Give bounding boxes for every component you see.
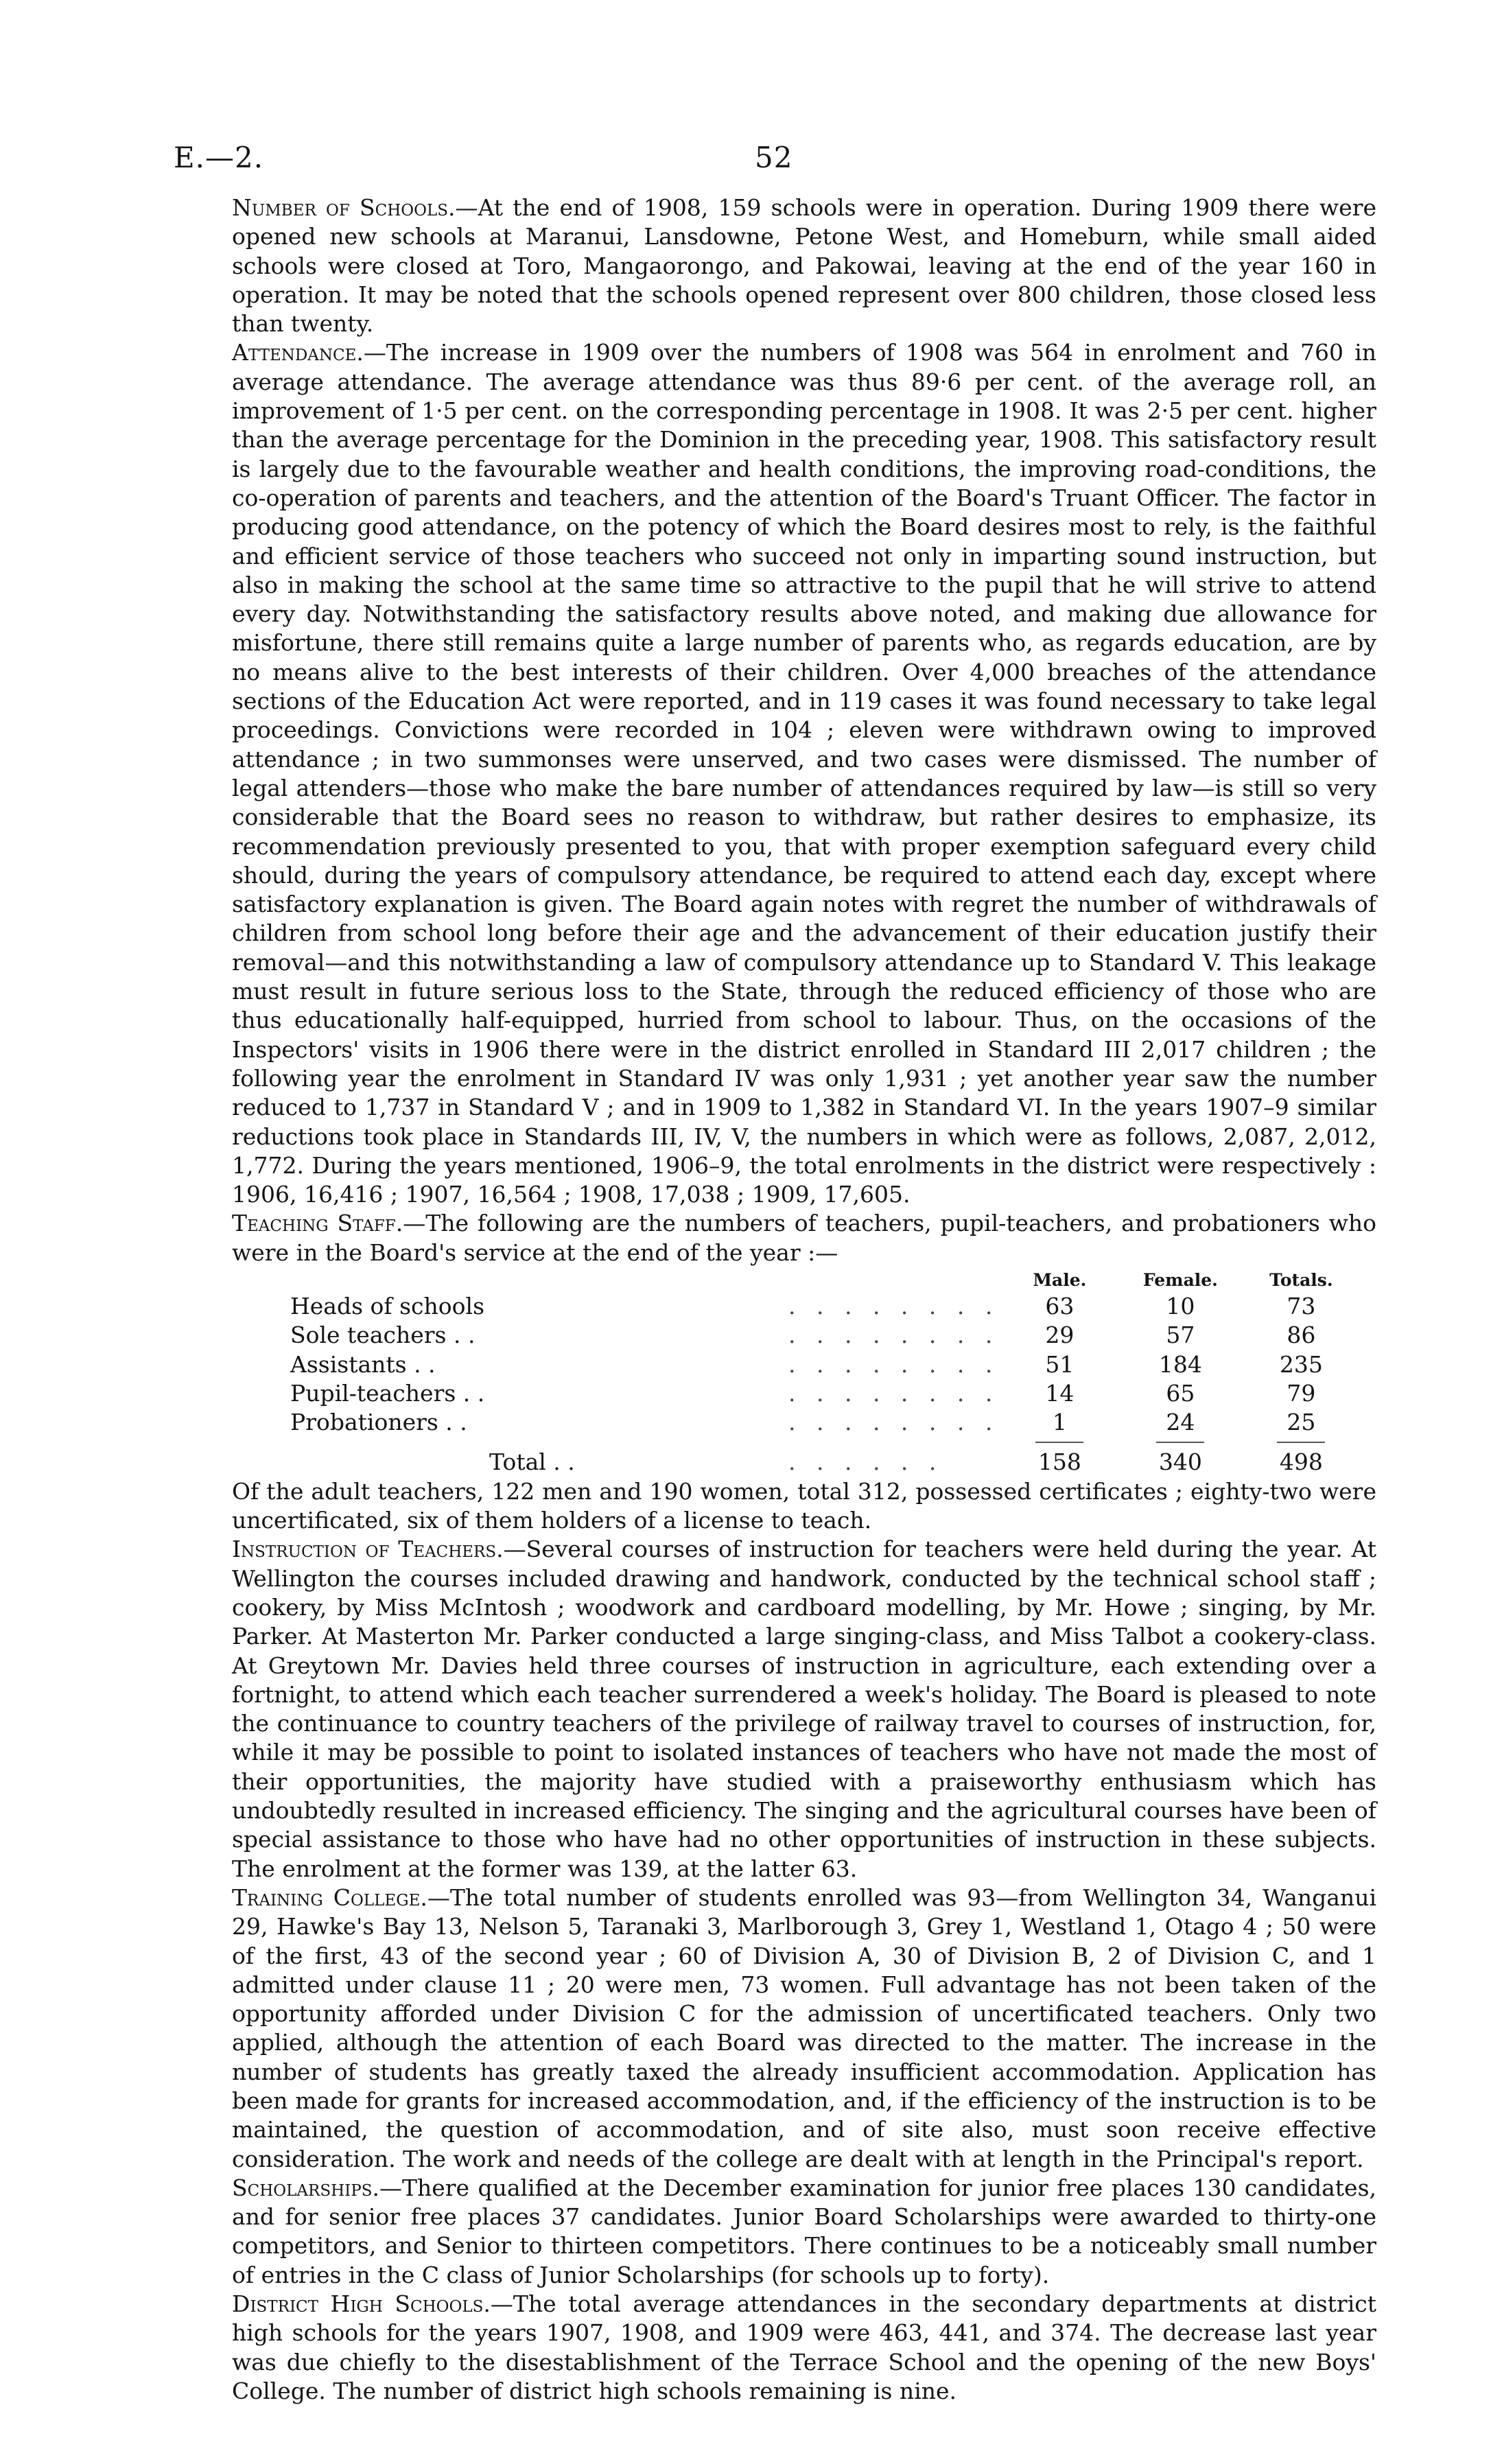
paragraph-training-college bbox=[232, 1884, 1376, 2174]
row-label: Pupil-teachers . . bbox=[290, 1379, 485, 1407]
column-header-male: Male. bbox=[1033, 1269, 1087, 1290]
cell-total: 235 bbox=[1279, 1350, 1323, 1378]
total-total: 498 bbox=[1279, 1448, 1323, 1476]
table-row bbox=[290, 1321, 1361, 1350]
row-label: Sole teachers . . bbox=[290, 1322, 476, 1349]
cell-female: 57 bbox=[1166, 1322, 1195, 1349]
leader-dots: . . . . . . . . bbox=[788, 1409, 1000, 1436]
section-heading: Number of Schools. bbox=[232, 194, 456, 221]
column-header-female: Female. bbox=[1142, 1269, 1218, 1290]
leader-dots: . . . . . . . . bbox=[788, 1292, 1000, 1319]
column-header-totals: Totals. bbox=[1269, 1269, 1333, 1290]
cell-female: 24 bbox=[1166, 1409, 1195, 1436]
paragraph-text: —The following are the numbers of teachers, pupil-teachers, and probationers who were in the Board's service at the end of the year :— bbox=[232, 1210, 1376, 1266]
section-heading: Instruction of Teachers. bbox=[232, 1536, 504, 1563]
section-heading: District High Schools. bbox=[232, 2290, 491, 2318]
total-rule bbox=[1277, 1442, 1325, 1443]
paragraph-text: —The total number of students enrolled was 93—from Wellington 34, Wanganui 29, Hawke's Bay 13, Nelson 5, Taranaki 3, Marlborough 3, Grey 1, Westland 1, Otago 4 ; 50 were of the first, 43 of the second year ; 60 of Division A, 30 of Division B, 2 of Division C, and 1 admitted under clause 11 ; 20 were men, 73 women. Full advantage has not been taken of the opportunity afforded under Division C for the admission of uncertificated teachers. Only two applied, although the attention of each Board was directed to the matter. The increase in the number of students has greatly taxed the already insufficient accommodation. Application has been made for grants for increased accommodation, and, if the efficiency of the instruction is to be maintained, the question of accommodation, and of site also, must soon receive effective consideration. The work and needs of the college are dealt with at length in the Principal's report. bbox=[232, 1884, 1376, 2172]
total-male: 158 bbox=[1037, 1448, 1081, 1476]
cell-total: 73 bbox=[1287, 1292, 1316, 1319]
section-heading: Scholarships. bbox=[232, 2174, 379, 2201]
section-heading: Attendance. bbox=[232, 339, 364, 366]
cell-male: 1 bbox=[1052, 1409, 1067, 1436]
section-heading: Training College. bbox=[232, 1884, 427, 1911]
total-label: Total . . bbox=[489, 1448, 575, 1476]
paragraph-number-of-schools bbox=[232, 193, 1376, 338]
table-row bbox=[290, 1379, 1361, 1408]
paragraph-text: —The increase in 1909 over the numbers of 1908 was 564 in enrolment and 760 in average attendance. The average attendance was thus 89·6 per cent. of the average roll, an improvement of 1·5 per cent. on the corresponding percentage in 1908. It was 2·5 per cent. higher than the average percentage for the Dominion in the preceding year, 1908. This satisfactory result is largely due to the favourable weather and health conditions, the improving road-conditions, the co-operation of parents and teachers, and the attention of the Board's Truant Officer. The factor in producing good attendance, on the potency of which the Board desires most to rely, is the faithful and efficient service of those teachers who succeed not only in imparting sound instruction, but also in making the school at the same time so attractive to the pupil that he will strive to attend every day. Notwithstanding the satisfactory results above noted, and making due allowance for misfortune, there still remains quite a large number of parents who, as regards education, are by no means alive to the best interests of their children. Over 4,000 breaches of the attendance sections of the Education Act were reported, and in 119 cases it was found necessary to take legal proceedings. Convictions were recorded in 104 ; eleven were withdrawn owing to improved attendance ; in two summonses were unserved, and two cases were dismissed. The number of legal attenders—those who make the bare number of attendances required by law—is still so very considerable that the Board sees no reason to withdraw, but rather desires to emphasize, its recommendation previously presented to you, that with proper exemption safeguard every child should, during the years of compulsory attendance, be required to attend each day, except where satisfactory explanation is given. The Board again notes with regret the number of withdrawals of children from school long before their age and the advancement of their education justify their removal—and this notwithstanding a law of compulsory attendance up to Standard V. This leakage must result in future serious loss to the State, through the reduced efficiency of those who are thus educationally half-equipped, hurried from school to labour. Thus, on the occasions of the Inspectors' visits in 1906 there were in the district enrolled in Standard III 2,017 children ; the following year the enrolment in Standard IV was only 1,931 ; yet another year saw the number reduced to 1,737 in Standard V ; and in 1909 to 1,382 in Standard VI. In the years 1907–9 similar reductions took place in Standards III, IV, V, the numbers in which were as follows, 2,087, 2,012, 1,772. During the years mentioned, 1906–9, the total enrolments in the district were respectively : 1906, 16,416 ; 1907, 16,564 ; 1908, 17,038 ; 1909, 17,605. bbox=[232, 339, 1376, 1208]
paragraph-attendance bbox=[232, 338, 1376, 1209]
leader-dots: . . . . . . bbox=[788, 1448, 943, 1476]
row-label: Heads of schools bbox=[290, 1292, 484, 1319]
cell-male: 63 bbox=[1045, 1292, 1075, 1319]
body-text bbox=[232, 193, 1376, 2406]
paragraph-text: —The total average attendances in the secondary departments at district high schools for the years 1907, 1908, and 1909 were 463, 441, and 374. The decrease last year was due chiefly to the disestablishment of the Terrace School and the opening of the new Boys' College. The number of district high schools remaining is nine. bbox=[232, 2290, 1376, 2404]
page-number: 52 bbox=[755, 141, 793, 174]
teaching-staff-table bbox=[290, 1269, 1361, 1477]
table-row bbox=[290, 1350, 1361, 1379]
cell-female: 65 bbox=[1166, 1379, 1195, 1407]
leader-dots: . . . . . . . . bbox=[788, 1322, 1000, 1349]
total-rule bbox=[1156, 1442, 1204, 1443]
paragraph-instruction-of-teachers bbox=[232, 1535, 1376, 1884]
total-rule bbox=[1035, 1442, 1083, 1443]
section-heading: Teaching Staff. bbox=[232, 1210, 403, 1237]
paragraph-text: —At the end of 1908, 159 schools were in operation. During 1909 there were opened new schools at Maranui, Lansdowne, Petone West, and Homeburn, while small aided schools were closed at Toro, Mangaorongo, and Pakowai, leaving at the end of the year 160 in operation. It may be noted that the schools opened represent over 800 children, those closed less than twenty. bbox=[232, 194, 1376, 338]
cell-male: 29 bbox=[1045, 1322, 1075, 1349]
total-female: 340 bbox=[1158, 1448, 1202, 1476]
table-header-row bbox=[290, 1269, 1361, 1292]
cell-total: 79 bbox=[1287, 1379, 1316, 1407]
paragraph-text: —There qualified at the December examination for junior free places 130 candidates, and for senior free places 37 candidates. Junior Board Scholarships were awarded to thirty-one competitors, and Senior to thirteen competitors. There continues to be a noticeably small number of entries in the C class of Junior Scholarships (for schools up to forty). bbox=[232, 2174, 1376, 2288]
paragraph-district-high-schools bbox=[232, 2290, 1376, 2406]
cell-female: 184 bbox=[1158, 1350, 1202, 1378]
leader-dots: . . . . . . . . bbox=[788, 1379, 1000, 1407]
document-reference: E.—2. bbox=[174, 141, 264, 174]
row-label: Assistants . . bbox=[290, 1350, 436, 1378]
table-row bbox=[290, 1408, 1361, 1437]
cell-male: 14 bbox=[1045, 1379, 1075, 1407]
table-rule-row bbox=[290, 1437, 1361, 1448]
paragraph-scholarships bbox=[232, 2174, 1376, 2290]
cell-total: 86 bbox=[1287, 1322, 1316, 1349]
paragraph-adult-teachers: Of the adult teachers, 122 men and 190 women, total 312, possessed certificates ; eighty-two were uncertificated, six of them holders of a license to teach. bbox=[232, 1477, 1376, 1534]
cell-male: 51 bbox=[1045, 1350, 1075, 1378]
paragraph-text: —Several courses of instruction for teachers were held during the year. At Wellington the courses included drawing and handwork, conducted by the technical school staff ; cookery, by Miss McIntosh ; woodwork and cardboard modelling, by Mr. Howe ; singing, by Mr. Parker. At Masterton Mr. Parker conducted a large singing-class, and Miss Talbot a cookery-class. At Greytown Mr. Davies held three courses of instruction in agriculture, each extending over a fortnight, to attend which each teacher surrendered a week's holiday. The Board is pleased to note the continuance to country teachers of the privilege of railway travel to courses of instruction, for, while it may be possible to point to isolated instances of teachers who have not made the most of their opportunities, the majority have studied with a praiseworthy enthusiasm which has undoubtedly resulted in increased efficiency. The singing and the agricultural courses have been of special assistance to those who have had no other opportunities of instruction in these subjects. The enrolment at the former was 139, at the latter 63. bbox=[232, 1536, 1376, 1882]
cell-total: 25 bbox=[1287, 1409, 1316, 1436]
table-row bbox=[290, 1292, 1361, 1321]
table-total-row bbox=[290, 1448, 1361, 1477]
cell-female: 10 bbox=[1166, 1292, 1195, 1319]
row-label: Probationers . . bbox=[290, 1409, 467, 1436]
paragraph-teaching-staff bbox=[232, 1209, 1376, 1267]
leader-dots: . . . . . . . . bbox=[788, 1350, 1000, 1378]
